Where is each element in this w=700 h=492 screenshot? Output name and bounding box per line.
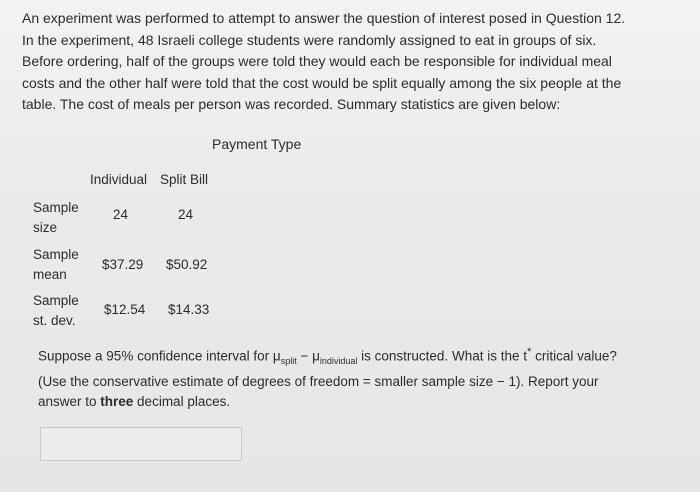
question-text: critical value? [531, 348, 617, 364]
cell-mean-split: $50.92 [166, 257, 208, 272]
column-header-split-bill: Split Bill [160, 172, 209, 187]
superscript-star: * [526, 346, 532, 358]
row-label-line: size [33, 220, 58, 235]
table-title: Payment Type [212, 136, 302, 152]
subscript-individual: individual [319, 356, 358, 367]
column-header-individual: Individual [90, 172, 148, 187]
question-line [38, 392, 668, 413]
row-label-line: Sample [33, 247, 79, 262]
cell-mean-individual: $37.29 [102, 257, 144, 272]
cell-stdev-split: $14.33 [168, 302, 210, 317]
question-text: Suppose a 95% confidence interval for μ [38, 348, 281, 364]
intro-line: costs and the other half were told that the cost would be split equally among the six people at the [22, 74, 622, 91]
answer-input[interactable] [40, 427, 242, 461]
question-line: (Use the conservative estimate of degrees of freedom = smaller sample size − 1). Report your [38, 373, 599, 389]
cell-stdev-individual: $12.54 [104, 302, 146, 317]
intro-line: table. The cost of meals per person was recorded. Summary statistics are given below: [22, 96, 561, 112]
row-label-sample-size [33, 198, 79, 238]
question-text: − μ [296, 348, 320, 364]
row-label-line: Sample [33, 293, 79, 308]
question-text: answer to [38, 394, 101, 410]
question-text: is constructed. What is the t [357, 348, 527, 364]
cell-size-split: 24 [178, 207, 194, 222]
subscript-split: split [280, 356, 297, 367]
intro-paragraph [22, 8, 682, 116]
question-text: decimal places. [133, 394, 231, 410]
row-label-sample-mean [33, 245, 79, 285]
row-label-line: st. dev. [33, 313, 76, 328]
row-label-line: mean [33, 267, 67, 282]
row-label-line: Sample [33, 200, 79, 215]
intro-line: In the experiment, 48 Israeli college students were randomly assigned to eat in groups of six. [22, 31, 597, 48]
intro-line: Before ordering, half of the groups were told they would each be responsible for individual meal [22, 53, 612, 69]
intro-line: An experiment was performed to attempt to answer the question of interest posed in Question 12. [22, 10, 626, 26]
question-line [38, 342, 668, 372]
emphasis-text: three [100, 394, 134, 410]
cell-size-individual: 24 [113, 207, 129, 222]
question-prompt [38, 342, 668, 413]
row-label-sample-stdev [33, 291, 79, 331]
